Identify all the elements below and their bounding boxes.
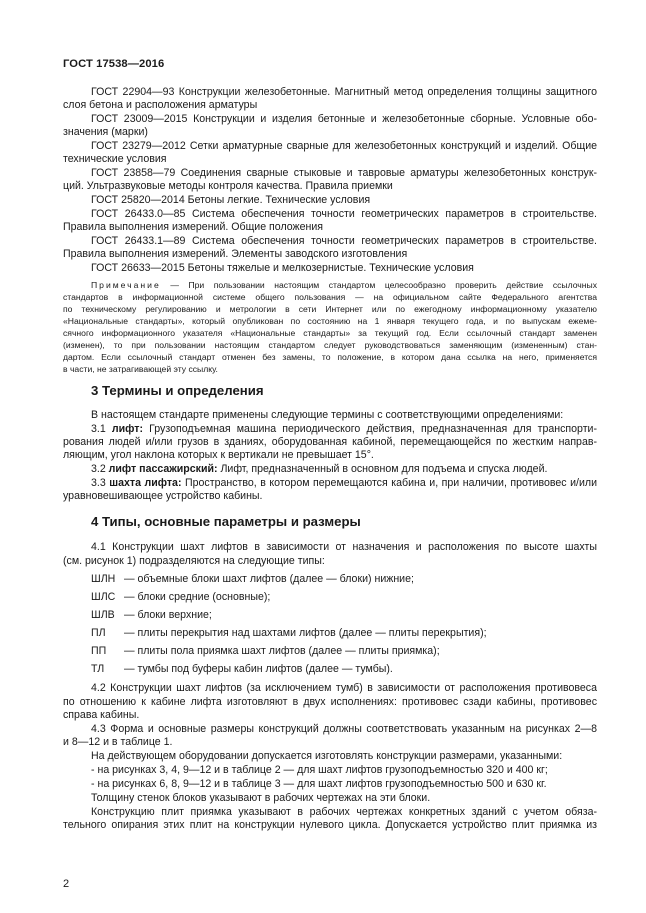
- reference-gost-26433-1-cont: Правила выполнения измерений. Элементы заводского изготовления: [63, 248, 408, 260]
- type-description: — плиты перекрытия над шахтами лифтов (далее — плиты перекрытия);: [123, 627, 487, 639]
- type-description: — тумбы под буферы кабин лифтов (далее — тумбы).: [123, 663, 393, 675]
- term-3-3-cont: уравновешивающее устройство кабины.: [63, 490, 263, 502]
- reference-gost-23858-cont: ций. Ультразвуковые методы контроля качества. Правила приемки: [63, 180, 393, 192]
- term-passenger-lift: лифт пассажирский:: [108, 463, 218, 475]
- reference-gost-23279: ГОСТ 23279—2012 Сетки арматурные сварные для железобетонных конструкций и изделий. Общие: [91, 140, 597, 152]
- type-code: ПП: [91, 645, 107, 657]
- type-item: [91, 627, 597, 640]
- type-item: [91, 591, 597, 604]
- reference-gost-26433-0-cont: Правила выполнения измерений. Общие положения: [63, 221, 324, 233]
- para-4-3-pit: Конструкцию плит приямка указывают в рабочих чертежах конкретных зданий с учетом обяза-: [91, 806, 597, 818]
- document-header: ГОСТ 17538—2016: [63, 58, 165, 70]
- note-label: Примечание: [91, 280, 161, 290]
- term-3-3: [91, 477, 597, 490]
- note-text: — При пользовании настоящим стандартом целесообразно проверить действие ссылочных: [170, 280, 597, 290]
- page-number: 2: [63, 878, 70, 890]
- term-number: 3.2: [91, 463, 109, 475]
- para-4-3-equipment: На действующем оборудовании допускается изготовлять конструкции размерами, указанными:: [91, 750, 563, 762]
- note-line-6: (изменен), то при пользовании настоящим стандартом следует руководствоваться заменяющим (измененным) стан-: [63, 340, 597, 350]
- section-3-heading: 3 Термины и определения: [91, 383, 264, 398]
- para-4-3: 4.3 Форма и основные размеры конструкций должны соответствовать указанным на рисунках 2—8: [91, 723, 597, 735]
- term-lift: лифт:: [111, 423, 143, 435]
- type-code: ШЛВ: [91, 609, 115, 621]
- type-code: ШЛС: [91, 591, 116, 603]
- type-code: ТЛ: [91, 663, 105, 675]
- para-4-2-cont2: справа кабины.: [63, 709, 140, 721]
- term-lift-shaft: шахта лифта:: [109, 477, 182, 489]
- term-definition: Пространство, в котором перемещаются кабина и, при наличии, противовес и/или: [181, 477, 597, 489]
- para-4-2: 4.2 Конструкции шахт лифтов (за исключением тумб) в зависимости от расположения противовеса: [91, 682, 597, 694]
- reference-gost-23858: ГОСТ 23858—79 Соединения сварные стыковые и тавровые арматуры железобетонных конструк-: [91, 167, 597, 179]
- reference-gost-23009: ГОСТ 23009—2015 Конструкции и изделия бетонные и железобетонные сборные. Условные обо-: [91, 113, 597, 125]
- note-line-1: [91, 280, 597, 291]
- para-4-1: 4.1 Конструкции шахт лифтов в зависимости от назначения и расположения по высоте шахты: [91, 541, 597, 553]
- term-definition: Лифт, предназначенный в основном для подъема и спуска людей.: [217, 463, 548, 475]
- term-3-1-cont2: ляющим, угол наклона которых к вертикали не превышает 15°.: [63, 449, 374, 461]
- note-line-3: по техническому регулированию и метрологии в сети Интернет или по ежегодному информационному указателю: [63, 304, 597, 314]
- reference-gost-26633: ГОСТ 26633—2015 Бетоны тяжелые и мелкозернистые. Технические условия: [91, 262, 474, 274]
- para-4-1-cont: (см. рисунок 1) подразделяются на следующие типы:: [63, 555, 325, 567]
- para-4-3-list-1: - на рисунках 3, 4, 9—12 и в таблице 2 — для шахт лифтов грузоподъемностью 320 и 400 кг;: [91, 764, 548, 776]
- note-line-7: дартом. Если ссылочный стандарт отменен без замены, то положение, в котором дана ссылка на него, применяется: [63, 352, 597, 362]
- reference-gost-23279-cont: технические условия: [63, 153, 167, 165]
- type-code: ПЛ: [91, 627, 106, 639]
- reference-gost-22904-cont: слоя бетона и расположения арматуры: [63, 99, 258, 111]
- type-code: ШЛН: [91, 573, 116, 585]
- term-number: 3.1: [91, 423, 112, 435]
- term-3-1-cont: рования людей и/или грузов в зданиях, оборудованная кабиной, перемещающейся по жестким направ-: [63, 436, 597, 448]
- term-3-1: [91, 423, 597, 436]
- term-number: 3.3: [91, 477, 110, 489]
- type-description: — плиты пола приямка шахт лифтов (далее — плиты приямка);: [123, 645, 440, 657]
- para-4-3-list-2: - на рисунках 6, 8, 9—12 и в таблице 3 — для шахт лифтов грузоподъемностью 500 и 630 кг.: [91, 778, 547, 790]
- note-line-4: «Национальные стандарты», который опубликован по состоянию на 1 января текущего года, и по выпускам ежеме-: [63, 316, 597, 326]
- para-4-2-cont: по отношению к кабине лифта изготовляют в двух исполнениях: противовес сзади кабины, противовес: [63, 696, 597, 708]
- type-item: [91, 645, 597, 658]
- section-3-intro: В настоящем стандарте применены следующие термины с соответствующими определениями:: [91, 409, 564, 421]
- type-description: — блоки верхние;: [123, 609, 212, 621]
- term-definition: Грузоподъемная машина периодического действия, предназначенная для транспорти-: [142, 423, 597, 435]
- para-4-3-cont: и 8—12 и в таблице 1.: [63, 736, 173, 748]
- reference-gost-26433-0: ГОСТ 26433.0—85 Система обеспечения точности геометрических параметров в строительстве.: [91, 208, 597, 220]
- type-description: — блоки средние (основные);: [123, 591, 271, 603]
- para-4-3-pit-cont: тельного опирания этих плит на конструкции нулевого цикла. Допускается устройство плит приямка из: [63, 819, 597, 831]
- type-item: [91, 573, 597, 586]
- note-line-5: сячного информационного указателя «Национальные стандарты» за текущий год. Если ссылочный стандарт заменен: [63, 328, 597, 338]
- type-description: — объемные блоки шахт лифтов (далее — блоки) нижние;: [123, 573, 414, 585]
- reference-gost-26433-1: ГОСТ 26433.1—89 Система обеспечения точности геометрических параметров в строительстве.: [91, 235, 597, 247]
- section-4-heading: 4 Типы, основные параметры и размеры: [91, 514, 361, 529]
- note-line-8: в части, не затрагивающей эту ссылку.: [63, 364, 218, 374]
- type-item: [91, 663, 597, 676]
- note-line-2: стандартов в информационной системе общего пользования — на официальном сайте Федерального агентства: [63, 292, 597, 302]
- type-item: [91, 609, 597, 622]
- para-4-3-walls: Толщину стенок блоков указывают в рабочих чертежах на эти блоки.: [91, 792, 431, 804]
- reference-gost-23009-cont: значения (марки): [63, 126, 148, 138]
- term-3-2: [91, 463, 597, 476]
- reference-gost-25820: ГОСТ 25820—2014 Бетоны легкие. Технические условия: [91, 194, 371, 206]
- reference-gost-22904: ГОСТ 22904—93 Конструкции железобетонные. Магнитный метод определения толщины защитного: [91, 86, 597, 98]
